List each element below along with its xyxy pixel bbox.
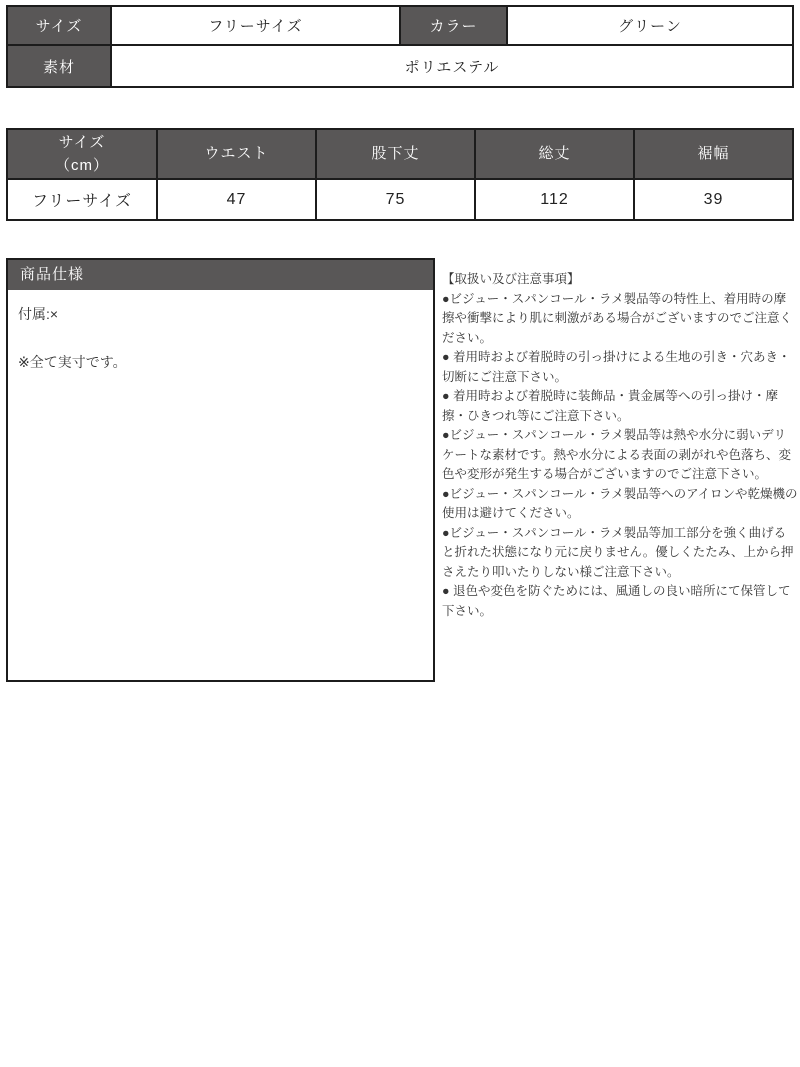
precaution-item: ●ビジュー・スパンコール・ラメ製品等の特性上、着用時の摩擦や衝撃により肌に刺激がある場合がございますのでご注意ください。: [442, 291, 793, 345]
column-header-waist: ウエスト: [157, 129, 316, 179]
material-value-cell: ポリエステル: [111, 45, 793, 87]
column-header-inseam: 股下丈: [316, 129, 475, 179]
precaution-item: ●ビジュー・スパンコール・ラメ製品等は熱や水分に弱いデリケートな素材です。熱や水分による表面の剥がれや色落ち、変色や変形が発生する場合がございますのでご注意下さい。: [442, 428, 792, 481]
hem-width-value-cell: 39: [634, 179, 793, 220]
size-name-cell: フリーサイズ: [7, 179, 157, 220]
size-chart-corner-cell: [7, 129, 157, 179]
size-chart-table: [6, 128, 794, 221]
size-chart-corner-line2: （cm）: [55, 157, 109, 174]
inseam-value-cell: 75: [316, 179, 475, 220]
size-label-cell: サイズ: [7, 6, 111, 45]
material-label-cell: 素材: [7, 45, 111, 87]
precautions-title: 【取扱い及び注意事項】: [442, 272, 580, 286]
column-header-total-length: 総丈: [475, 129, 634, 179]
precaution-item: ● 着用時および着脱時の引っ掛けによる生地の引き・穴あき・切断にご注意下さい。: [442, 350, 791, 384]
color-label-cell: カラー: [400, 6, 507, 45]
size-chart-corner-line1: サイズ: [58, 133, 106, 151]
product-spec-box: [6, 258, 435, 682]
precaution-item: ●ビジュー・スパンコール・ラメ製品等へのアイロンや乾燥機の使用は避けてください。: [442, 486, 798, 520]
table-row: [7, 6, 793, 45]
color-value-cell: グリーン: [507, 6, 793, 45]
table-row: [7, 179, 793, 220]
waist-value-cell: 47: [157, 179, 316, 220]
attachment-note: 付属:×: [18, 306, 59, 322]
precaution-item: ● 退色や変色を防ぐためには、風通しの良い暗所にて保管して下さい。: [442, 584, 791, 618]
product-spec-table: [6, 5, 794, 88]
precaution-item: ● 着用時および着脱時に装飾品・貴金属等への引っ掛け・摩擦・ひきつれ等にご注意下さい。: [442, 389, 779, 423]
table-row: [7, 45, 793, 87]
product-spec-box-body: [8, 290, 433, 386]
table-header-row: [7, 129, 793, 179]
column-header-hem-width: 裾幅: [634, 129, 793, 179]
precaution-item: ●ビジュー・スパンコール・ラメ製品等加工部分を強く曲げると折れた状態になり元に戻りません。優しくたたみ、上から押さえたり叩いたりしない様ご注意下さい。: [442, 525, 794, 579]
size-value-cell: フリーサイズ: [111, 6, 400, 45]
product-spec-box-title: 商品仕様: [8, 260, 433, 290]
total-length-value-cell: 112: [475, 179, 634, 220]
handling-precautions: [442, 270, 798, 621]
measurement-note: ※全て実寸です。: [18, 354, 127, 370]
